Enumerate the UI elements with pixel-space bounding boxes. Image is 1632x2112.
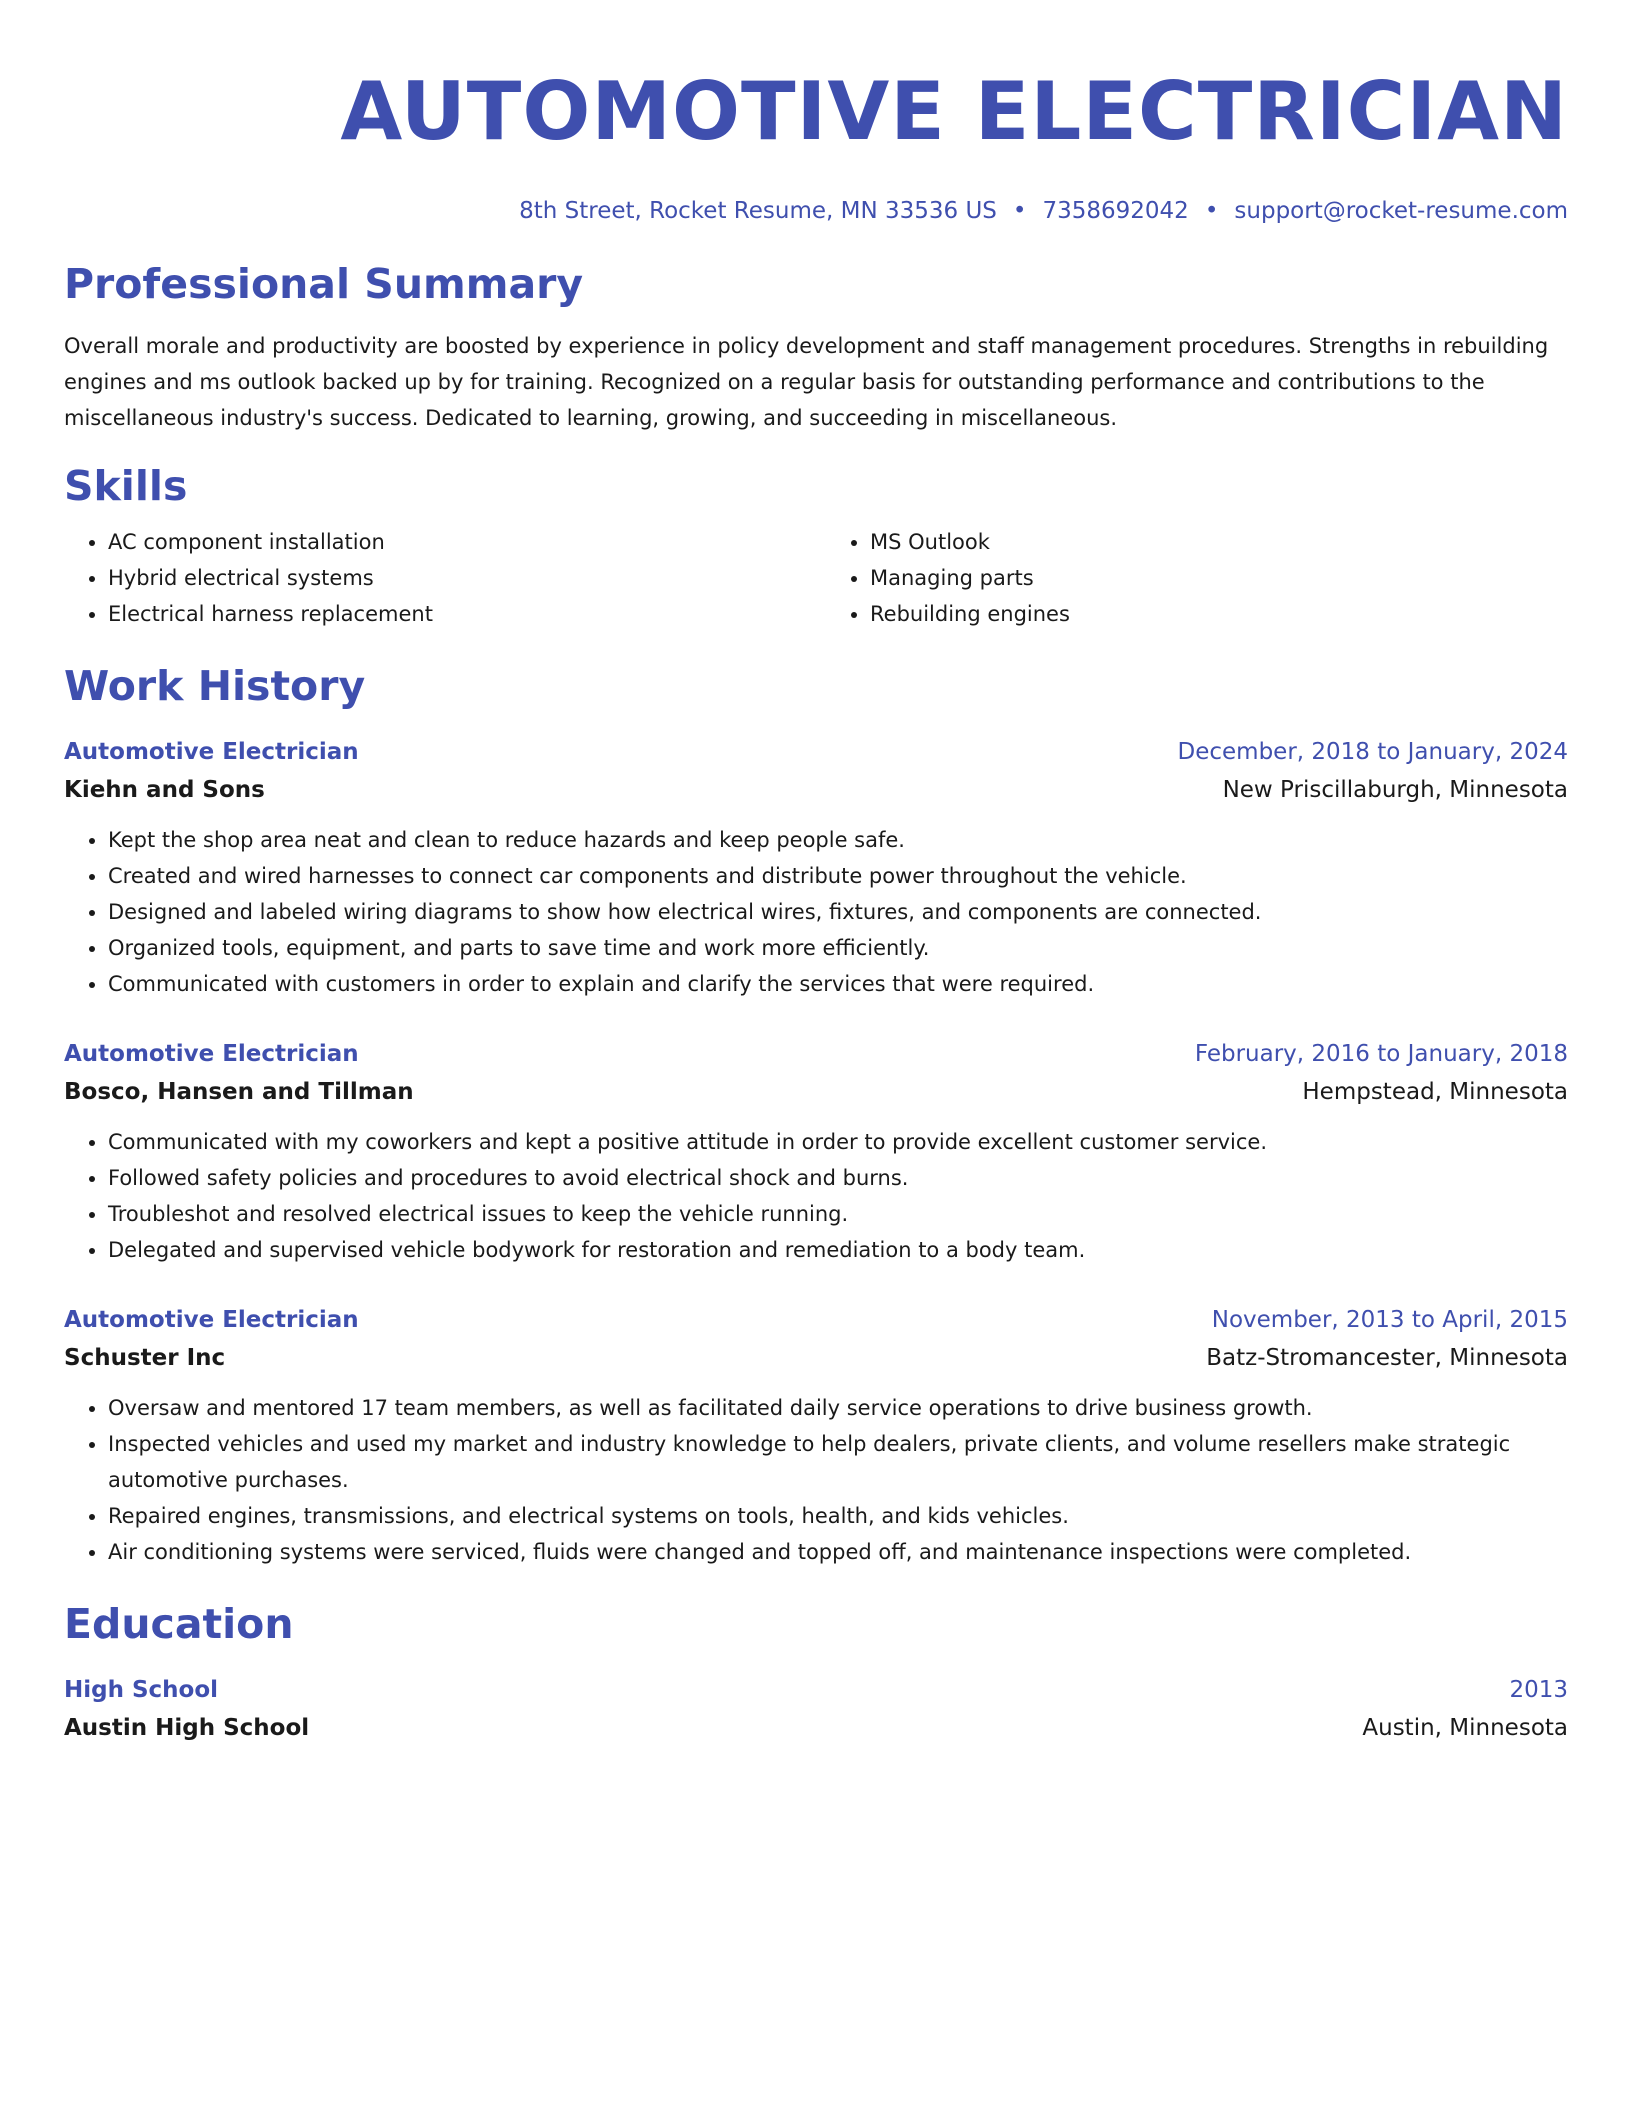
job-company-row [64,1072,1568,1112]
summary-heading: Professional Summary [64,260,584,308]
education-degree: High School [64,1677,219,1703]
job-dates: December, 2018 to January, 2024 [1177,739,1568,765]
contact-email: support@rocket-resume.com [1234,198,1568,224]
job-header-row [64,1036,1568,1072]
skill-item: • Rebuilding engines [870,596,1568,632]
job-title: Automotive Electrician [64,1041,359,1067]
job-bullet: • Delegated and supervised vehicle bodywork for restoration and remediation to a body team. [108,1232,1568,1268]
skills-list-right [816,524,1568,632]
job-location: Hempstead, Minnesota [1302,1079,1568,1105]
skill-item: • Electrical harness replacement [108,596,816,632]
job-bullet: • Inspected vehicles and used my market and industry knowledge to help dealers, private clients, and volume resellers make strategic automotive purchases. [108,1426,1568,1498]
skill-item: • MS Outlook [870,524,1568,560]
job-bullet: • Followed safety policies and procedures to avoid electrical shock and burns. [108,1160,1568,1196]
work-history-section [64,660,1568,1570]
job-bullets [64,1390,1568,1570]
contact-separator: • [1012,198,1027,224]
job-bullet: • Repaired engines, transmissions, and electrical systems on tools, health, and kids vehicles. [108,1498,1568,1534]
skills-section [64,460,1568,632]
skill-item: • Managing parts [870,560,1568,596]
education-school-row [64,1708,1568,1748]
job-title: Automotive Electrician [64,1307,359,1333]
skills-columns [64,524,1568,632]
job-dates: February, 2016 to January, 2018 [1194,1041,1568,1067]
job-entry [64,734,1568,1002]
job-company-row [64,770,1568,810]
resume-header [64,58,1568,226]
summary-section [64,258,1568,436]
job-bullet: • Created and wired harnesses to connect car components and distribute power throughout the vehicle. [108,858,1568,894]
skill-item: • Hybrid electrical systems [108,560,816,596]
candidate-name: AUTOMOTIVE ELECTRICIAN [340,65,1568,158]
skill-item: • AC component installation [108,524,816,560]
job-bullet: • Oversaw and mentored 17 team members, as well as facilitated daily service operations to drive business growth. [108,1390,1568,1426]
education-entry [64,1672,1568,1748]
job-company-row [64,1338,1568,1378]
job-bullets [64,822,1568,1002]
education-school: Austin High School [64,1715,310,1741]
contact-address: 8th Street, Rocket Resume, MN 33536 US [519,198,997,224]
job-title: Automotive Electrician [64,739,359,765]
job-company: Kiehn and Sons [64,777,265,803]
job-bullet: • Kept the shop area neat and clean to reduce hazards and keep people safe. [108,822,1568,858]
contact-line [64,196,1568,226]
skills-list-left [64,524,816,632]
job-bullet: • Organized tools, equipment, and parts to save time and work more efficiently. [108,930,1568,966]
job-header-row [64,734,1568,770]
job-bullet: • Troubleshot and resolved electrical issues to keep the vehicle running. [108,1196,1568,1232]
education-location: Austin, Minnesota [1362,1715,1568,1741]
job-entry [64,1036,1568,1268]
skills-heading: Skills [64,462,188,510]
job-bullet: • Designed and labeled wiring diagrams to show how electrical wires, fixtures, and components are connected. [108,894,1568,930]
education-header-row [64,1672,1568,1708]
job-location: New Priscillaburgh, Minnesota [1222,777,1568,803]
education-section [64,1598,1568,1748]
job-header-row [64,1302,1568,1338]
job-location: Batz-Stromancester, Minnesota [1206,1345,1568,1371]
work-history-heading: Work History [64,662,366,710]
job-bullet: • Air conditioning systems were serviced, fluids were changed and topped off, and maintenance inspections were completed. [108,1534,1568,1570]
job-dates: November, 2013 to April, 2015 [1211,1307,1568,1333]
summary-text: Overall morale and productivity are boosted by experience in policy development and staff management procedures. Strengths in rebuilding engines and ms outlook backed up by for training. Recognized on a regular basis for outstanding performance and contributions to the miscellaneous industry's success. Dedicated to learning, growing, and succeeding in miscellaneous. [64,334,1549,430]
education-year: 2013 [1509,1677,1568,1703]
contact-separator: • [1204,198,1219,224]
job-bullets [64,1124,1568,1268]
job-company: Bosco, Hansen and Tillman [64,1079,414,1105]
job-bullet: • Communicated with my coworkers and kept a positive attitude in order to provide excellent customer service. [108,1124,1568,1160]
job-company: Schuster Inc [64,1345,226,1371]
job-bullet: • Communicated with customers in order to explain and clarify the services that were required. [108,966,1568,1002]
contact-phone: 7358692042 [1042,198,1189,224]
education-heading: Education [64,1600,294,1648]
job-entry [64,1302,1568,1570]
